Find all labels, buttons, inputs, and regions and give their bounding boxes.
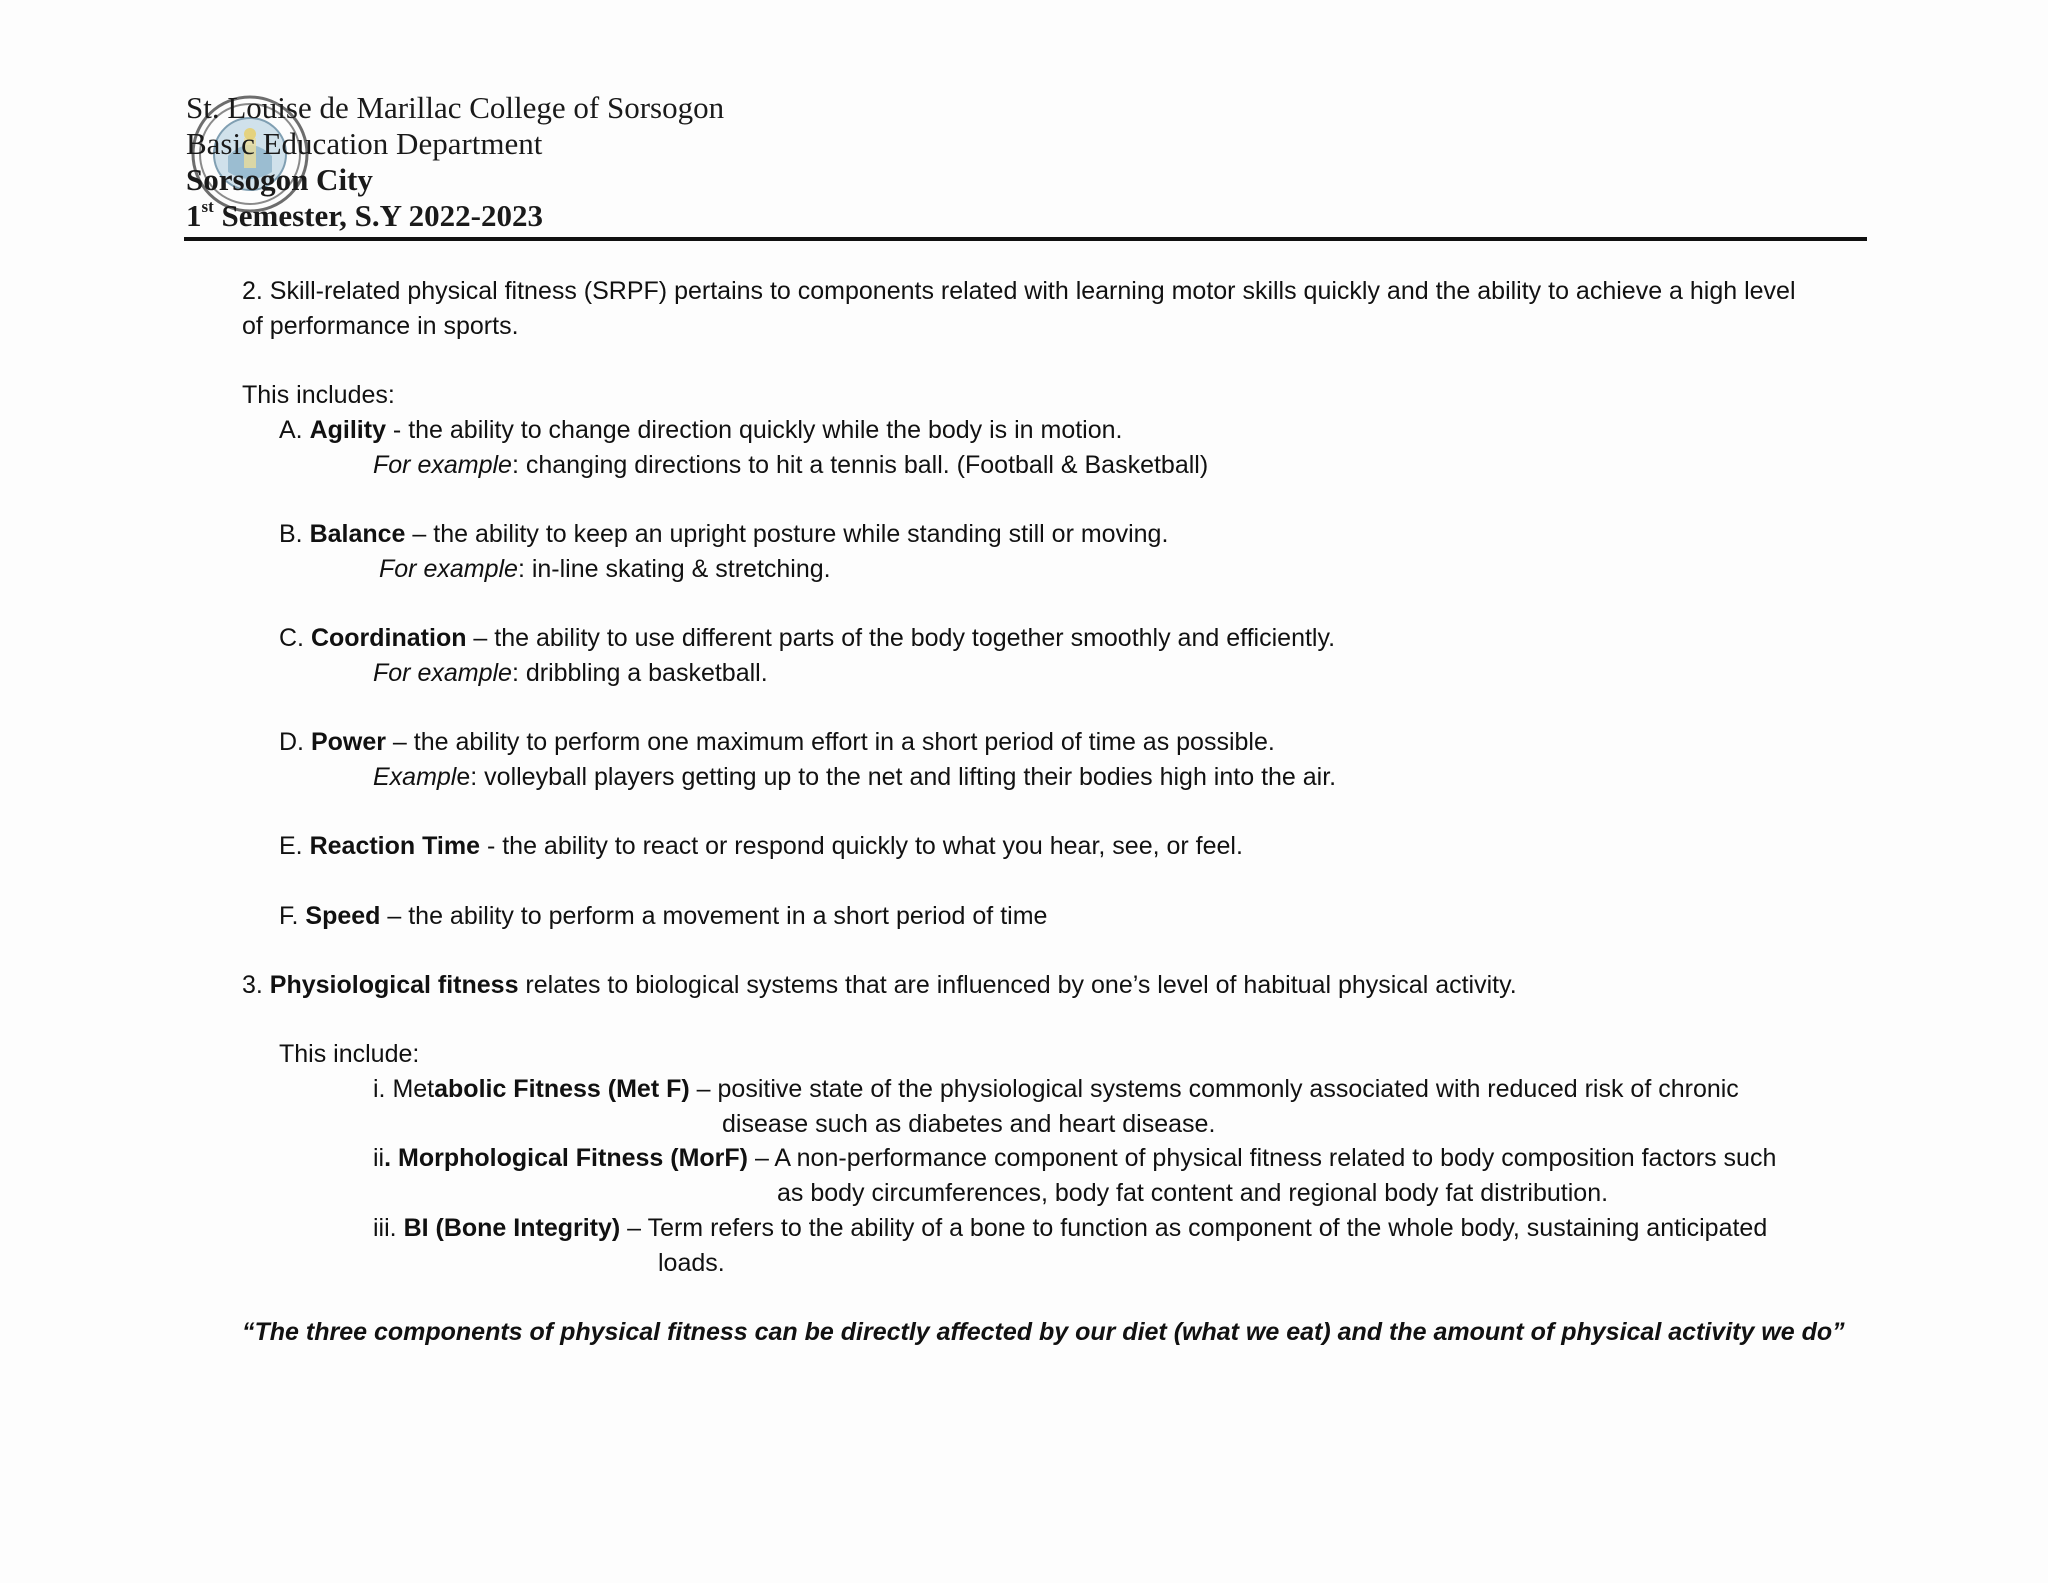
city-name: Sorsogon City [186,162,373,197]
physio-item-bone-integrity: iii. BI (Bone Integrity) – Term refers to the ability of a bone to function as component of the whole body, sustaining anticipated [373,1213,1768,1242]
skill-power: D. Power – the ability to perform one maximum effort in a short period of time as possible. [279,728,1275,757]
closing-quote: “The three components of physical fitness can be directly affected by our diet (what we eat) and the amount of physical activity we do” [242,1317,1845,1346]
skill-reaction-time: E. Reaction Time - the ability to react or respond quickly to what you hear, see, or feel. [279,832,1243,861]
department-name: Basic Education Department [186,126,543,161]
include-label: This include: [279,1040,420,1069]
physio-item-metabolic-cont: disease such as diabetes and heart disease. [722,1109,1216,1138]
school-name: St. Louise de Marillac College of Sorsogon [186,90,725,125]
physiological-fitness: 3. Physiological fitness relates to biological systems that are influenced by one’s level of habitual physical activity. [242,970,1517,999]
semester-line: 1st Semester, S.Y 2022-2023 [186,197,543,233]
document-body [242,274,1882,1350]
physio-item-morphological: ii. Morphological Fitness (MorF) – A non-performance component of physical fitness related to body composition factors such [373,1144,1777,1173]
intro-line-2: of performance in sports. [242,311,519,340]
physio-item-morphological-cont: as body circumferences, body fat content and regional body fat distribution. [777,1179,1609,1208]
skill-balance-example: For example: in-line skating & stretching. [379,554,831,583]
document-header [186,90,1866,234]
physio-item-metabolic: i. Metabolic Fitness (Met F) – positive state of the physiological systems commonly associated with reduced risk of chronic [373,1075,1739,1104]
skill-agility: A. Agility - the ability to change direction quickly while the body is in motion. [279,415,1123,444]
includes-label: This includes: [242,381,395,410]
skill-balance: B. Balance – the ability to keep an upright posture while standing still or moving. [279,519,1169,548]
header-divider [184,237,1867,241]
skill-power-example: Example: volleyball players getting up to the net and lifting their bodies high into the air. [373,762,1337,791]
skill-coordination: C. Coordination – the ability to use different parts of the body together smoothly and efficiently. [279,623,1336,652]
physio-item-bone-integrity-cont: loads. [658,1248,725,1277]
skill-speed: F. Speed – the ability to perform a movement in a short period of time [279,901,1048,930]
skill-coordination-example: For example: dribbling a basketball. [373,658,768,687]
intro-line-1: 2. Skill-related physical fitness (SRPF) pertains to components related with learning motor skills quickly and the ability to achieve a high level [242,277,1796,305]
skill-agility-example: For example: changing directions to hit a tennis ball. (Football & Basketball) [373,450,1209,479]
